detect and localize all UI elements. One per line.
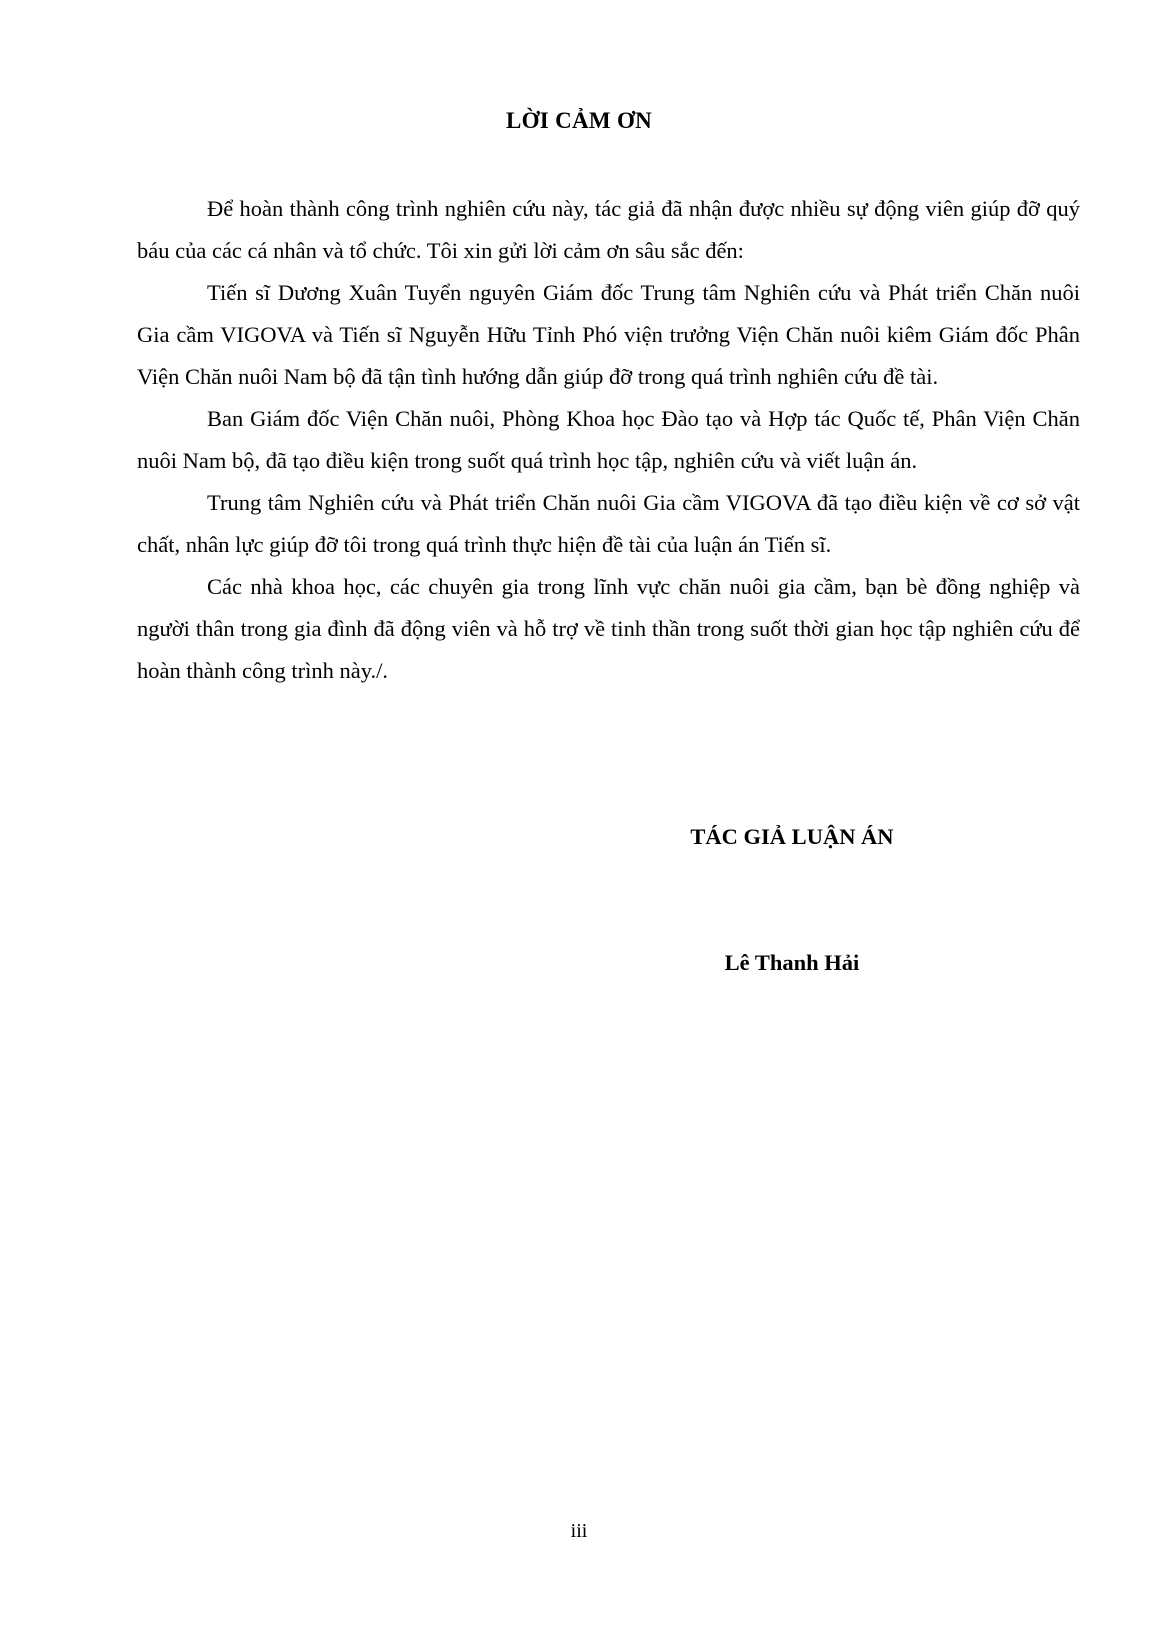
signature-name: Lê Thanh Hải — [724, 950, 860, 975]
page-number: iii — [570, 1520, 588, 1542]
paragraph: Tiến sĩ Dương Xuân Tuyển nguyên Giám đốc Trung tâm Nghiên cứu và Phát triển Chăn nuôi Gia cầm VIGOVA và Tiến sĩ Nguyễn Hữu Tỉnh Phó viện trưởng Viện Chăn nuôi kiêm Giám đốc Phân Viện Chăn nuôi Nam bộ đã tận tình hướng dẫn giúp đỡ trong quá trình nghiên cứu đề tài. — [137, 280, 1080, 389]
paragraph: Trung tâm Nghiên cứu và Phát triển Chăn nuôi Gia cầm VIGOVA đã tạo điều kiện về cơ sở vật chất, nhân lực giúp đỡ tôi trong quá trình thực hiện đề tài của luận án Tiến sĩ. — [137, 490, 1080, 557]
acknowledgement-body — [137, 188, 1080, 692]
paragraph: Ban Giám đốc Viện Chăn nuôi, Phòng Khoa học Đào tạo và Hợp tác Quốc tế, Phân Viện Chăn nuôi Nam bộ, đã tạo điều kiện trong suốt quá trình học tập, nghiên cứu và viết luận án. — [137, 406, 1080, 473]
page-title: LỜI CẢM ƠN — [505, 108, 653, 133]
paragraph: Các nhà khoa học, các chuyên gia trong lĩnh vực chăn nuôi gia cầm, bạn bè đồng nghiệp và người thân trong gia đình đã động viên và hỗ trợ về tinh thần trong suốt thời gian học tập nghiên cứu để hoàn thành công trình này./. — [137, 574, 1080, 683]
signature-role: TÁC GIẢ LUẬN ÁN — [690, 824, 894, 849]
paragraph: Để hoàn thành công trình nghiên cứu này, tác giả đã nhận được nhiều sự động viên giúp đỡ quý báu của các cá nhân và tổ chức. Tôi xin gửi lời cảm ơn sâu sắc đến: — [137, 196, 1080, 263]
